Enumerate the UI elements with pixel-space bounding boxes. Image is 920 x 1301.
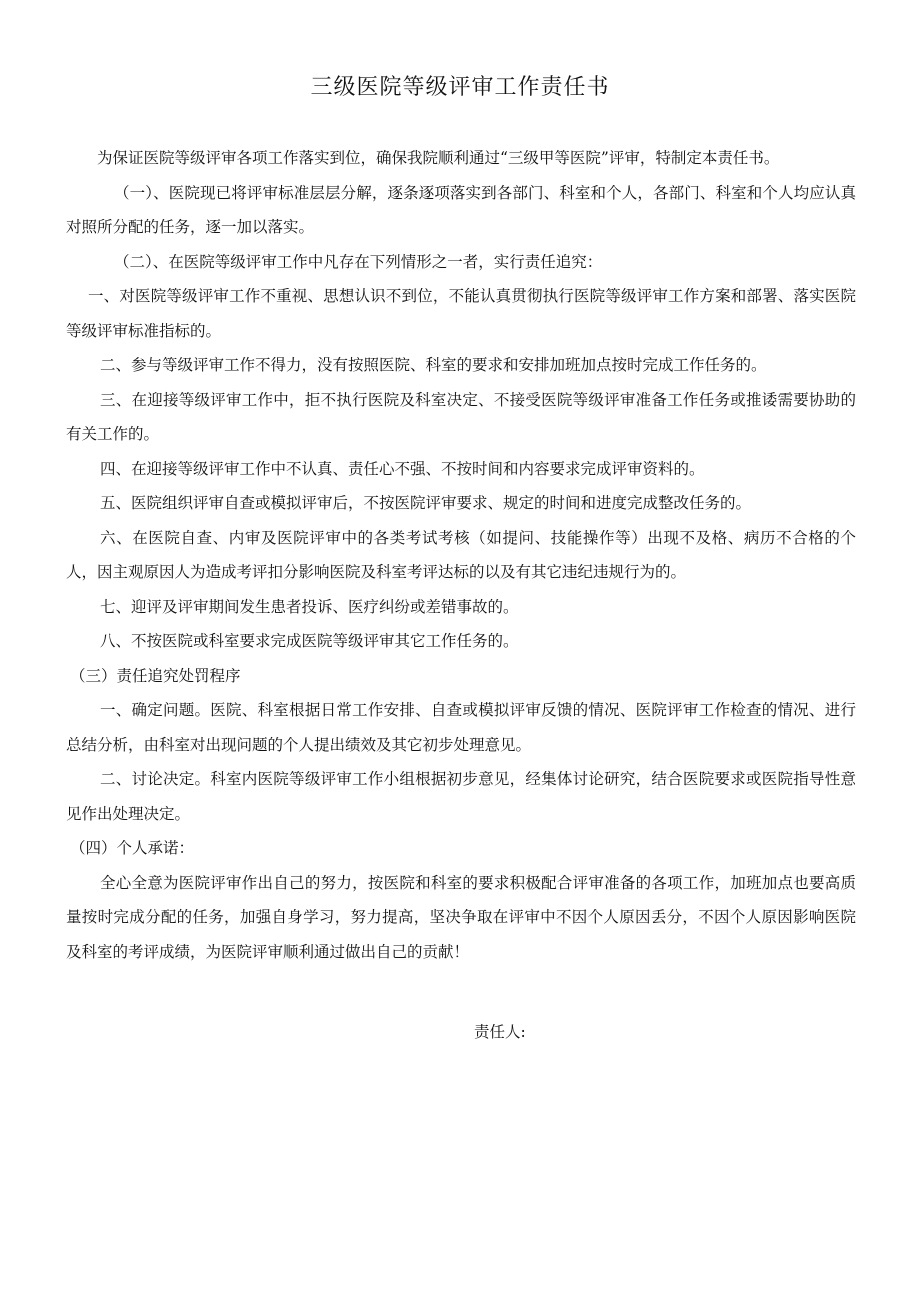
intro-paragraph: 为保证医院等级评审各项工作落实到位，确保我院顺利通过“三级甲等医院”评审，特制定本责任书。 (97, 149, 780, 167)
clause-2: 二、参与等级评审工作不得力，没有按照医院、科室的要求和安排加班加点按时完成工作任务的。 (100, 356, 767, 374)
section-1-paragraph: （一）、医院现已将评审标准层层分解，逐条逐项落实到各部门、科室和个人，各部门、科室和个人均应认真对照所分配的任务，逐一加以落实。 (66, 183, 856, 236)
clause-4: 四、在迎接等级评审工作中不认真、责任心不强、不按时间和内容要求完成评审资料的。 (100, 459, 705, 478)
section-3-heading: （三）责任追究处罚程序 (70, 666, 241, 685)
signature-label: 责任人: (474, 1023, 526, 1041)
clause-7: 七、迎评及评审期间发生患者投诉、医疗纠纷或差错事故的。 (100, 597, 519, 616)
clause-3: 三、在迎接等级评审工作中，拒不执行医院及科室决定、不接受医院等级评审准备工作任务或推诿需要协助的有关工作的。 (66, 390, 856, 443)
clause-8: 八、不按医院或科室要求完成医院等级评审其它工作任务的。 (100, 632, 519, 650)
clause-6: 六、在医院自查、内审及医院评审中的各类考试考核（如提问、技能操作等）出现不及格、病历不合格的个人，因主观原因人为造成考评扣分影响医院及科室考评达标的以及有其它违纪违规行为的。 (66, 528, 856, 581)
section-4-heading: （四）个人承诺： (70, 839, 195, 857)
procedure-1: 一、确定问题。医院、科室根据日常工作安排、自查或模拟评审反馈的情况、医院评审工作检查的情况、进行总结分析，由科室对出现问题的个人提出绩效及其它初步处理意见。 (66, 701, 856, 754)
document-body (66, 141, 856, 969)
section-2-heading: （二）、在医院等级评审工作中凡存在下列情形之一者，实行责任追究： (114, 252, 603, 271)
clause-5: 五、医院组织评审自查或模拟评审后，不按医院评审要求、规定的时间和进度完成整改任务的。 (100, 494, 752, 512)
procedure-2: 二、讨论决定。科室内医院等级评审工作小组根据初步意见，经集体讨论研究，结合医院要求或医院指导性意见作出处理决定。 (66, 770, 856, 823)
clause-1: 一、对医院等级评审工作不重视、思想认识不到位，不能认真贯彻执行医院等级评审工作方案和部署、落实医院等级评审标准指标的。 (66, 287, 856, 340)
document-title: 三级医院等级评审工作责任书 (310, 75, 610, 100)
commitment-paragraph: 全心全意为医院评审作出自己的努力，按医院和科室的要求积极配合评审准备的各项工作，加班加点也要高质量按时完成分配的任务，加强自身学习，努力提高，坚决争取在评审中不因个人原因丢分，不因个人原因影响医院及科室的考评成绩，为医院评审顺利通过做出自己的贡献！ (66, 873, 856, 961)
